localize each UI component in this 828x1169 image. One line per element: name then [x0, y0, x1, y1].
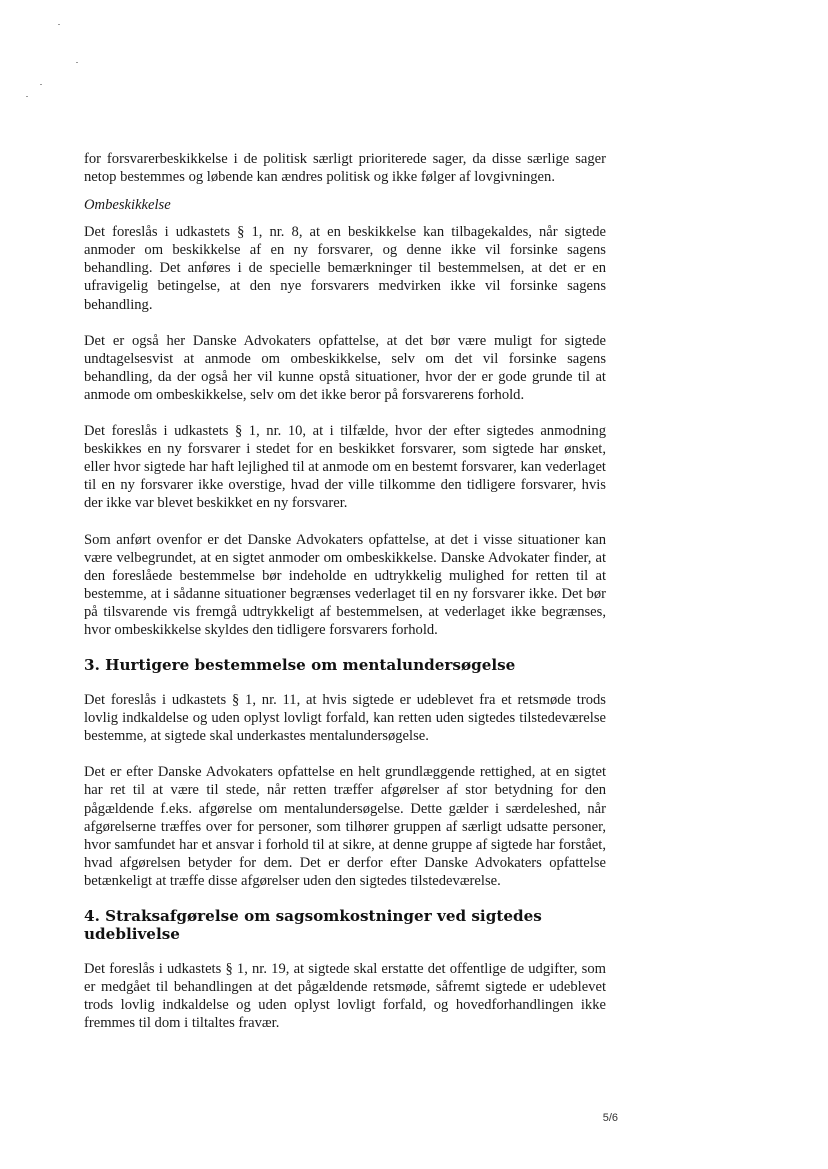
paragraph: Det foreslås i udkastets § 1, nr. 10, at i tilfælde, hvor der efter sigtedes anmodning beskikkes en ny forsvarer i stedet for en beskikket forsvarer, som sigtede har ønsket, eller hvor sigtede har haft lejlighed til at anmode om en bestemt forsvarer, kan vederlaget til en ny forsvarer ikke overstige, hvad der ville tilkomme den tidligere forsvarer, hvis der ikke var blevet beskikket en ny forsvarer.: [84, 423, 606, 512]
section-heading-4: 4. Straksafgørelse om sagsomkostninger ved sigtedes udeblivelse: [84, 907, 542, 943]
paragraph: Det er efter Danske Advokaters opfattelse en helt grundlæggende rettighed, at en sigtet har ret til at være til stede, når retten træffer afgørelser af stor betydning for den pågældende f.eks. afgørelse om mentalundersøgelse. Dette gælder i særdeleshed, når afgørelserne træffes over for personer, som tilhører gruppen af særligt udsatte personer, hvor samfundet har et ansvar i forhold til at sikre, at denne gruppe af sigtede har forstået, hvad afgørelsen betyder for dem. Det er derfor efter Danske Advokaters opfattelse betænkeligt at træffe disse afgørelser uden den sigtedes tilstedeværelse.: [84, 764, 606, 889]
paragraph: Det foreslås i udkastets § 1, nr. 8, at en beskikkelse kan tilbagekaldes, når sigtede anmoder om beskikkelse af en ny forsvarer, og denne ikke vil forsinke sagens behandling. Det anføres i de specielle bemærkninger til bestemmelsen, at det er en ufravigelig betingelse, at den nye forsvarers medvirken ikke vil forsinke sagens behandling.: [84, 224, 606, 313]
scan-speck: [76, 62, 78, 63]
paragraph: Det er også her Danske Advokaters opfattelse, at det bør være muligt for sigtede undtagelsesvist at anmode om ombeskikkelse, selv om det vil forsinke sagens behandling, da der også her vil kunne opstå situationer, hvor der er gode grunde til at anmode om ombeskikkelse, selv om det ikke beror på forsvarerens forhold.: [84, 332, 606, 403]
scan-speck: [26, 96, 28, 97]
paragraph: Som anført ovenfor er det Danske Advokaters opfattelse, at det i visse situationer kan være velbegrundet, at en sigtet anmoder om ombeskikkelse. Danske Advokater finder, at den foreslåede bestemmelse bør indeholde en udtrykkelig mulighed for retten til at bestemme, at i sådanne situationer begrænses vederlaget til en ny forsvarer ikke. Det bør på tilsvarende vis fremgå udtrykkeligt af bestemmelsen, at vederlaget ikke begrænses, hvor ombeskikkelse skyldes den tidligere forsvarers forhold.: [84, 531, 606, 638]
scan-speck: [40, 84, 42, 85]
paragraph: Det foreslås i udkastets § 1, nr. 19, at sigtede skal erstatte det offentlige de udgifter, som er medgået til behandlingen at det pågældende retsmøde, såfremt sigtede er udeblevet trods lovlig indkaldelse og uden oplyst lovligt forfald, og hovedforhandlingen ikke fremmes til dom i tiltaltes fravær.: [84, 961, 606, 1032]
section-heading-3: 3. Hurtigere bestemmelse om mentalundersøgelse: [84, 656, 516, 675]
scan-speck: [58, 24, 60, 25]
page-number: 5/6: [602, 1112, 618, 1124]
subheading-ombeskikkelse: Ombeskikkelse: [84, 197, 171, 214]
paragraph: for forsvarerbeskikkelse i de politisk særligt prioriterede sager, da disse særlige sager netop bestemmes og løbende kan ændres politisk og ikke følger af lovgivningen.: [84, 151, 606, 186]
paragraph: Det foreslås i udkastets § 1, nr. 11, at hvis sigtede er udeblevet fra et retsmøde trods lovlig indkaldelse og uden oplyst lovligt forfald, kan retten uden sigtedes tilstedeværelse bestemme, at sigtede skal underkastes mentalundersøgelse.: [84, 692, 606, 745]
document-page: [84, 150, 606, 1032]
